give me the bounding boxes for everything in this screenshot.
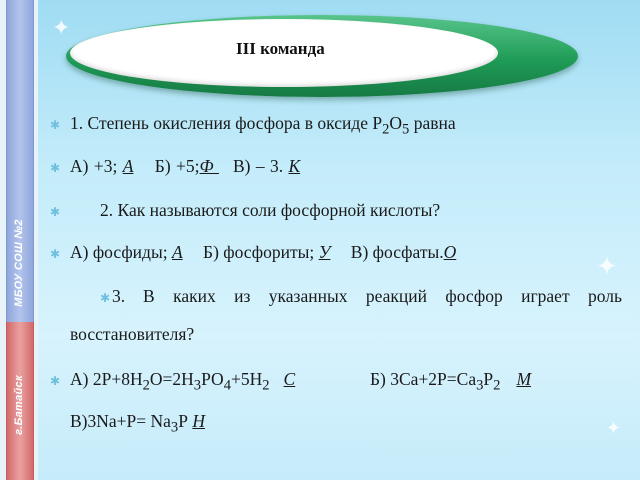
sparkle-icon: ✦ — [606, 418, 622, 439]
sparkle-icon: ✦ — [52, 16, 71, 41]
answer-key: А — [171, 242, 183, 262]
answer-key: А — [122, 156, 134, 176]
bullet-icon: ✱ — [100, 291, 111, 305]
question-2: 2. Как называются соли фосфорной кислоты? — [100, 200, 441, 220]
bullet-icon: ✱ — [50, 247, 61, 261]
answer-key: С — [283, 369, 296, 389]
sidebar — [0, 0, 38, 480]
answer-key: Н — [192, 411, 205, 431]
answer-key: М — [516, 369, 532, 389]
answer-3c: $В)3Na+Р= Na_3Р$ Н — [70, 411, 205, 436]
question-1: 1. Степень окисления фосфора в оксиде $Р_2О_5$ равна — [70, 113, 456, 138]
city-name: г.Батайск — [13, 375, 25, 435]
answer-key: К — [288, 156, 301, 176]
school-name: МБОУ СОШ №2 — [13, 219, 25, 307]
answer-key: О — [443, 242, 457, 262]
question-3-line-2: восстановителя? — [70, 324, 195, 344]
answer-3b: Б) $3Са+2Р=Са_3Р_2$ М — [370, 369, 532, 394]
answers-2: А) фосфиды; А Б) фосфориты; У В) фосфаты.О — [70, 242, 457, 262]
bullet-icon: ✱ — [50, 374, 61, 388]
answer-key: У — [318, 242, 331, 262]
answers-1: А) +3; А Б) +5;Ф В) – 3. К — [70, 156, 301, 176]
page-title: III команда — [236, 39, 325, 58]
bullet-icon: ✱ — [50, 118, 61, 132]
answer-key: Ф — [199, 156, 219, 176]
bullet-icon: ✱ — [50, 205, 61, 219]
bullet-icon: ✱ — [50, 161, 61, 175]
question-3-number: 3. — [112, 286, 126, 306]
answer-3a: А) $2Р+8Н_2О=2Н_3РО_4+5Н_2$ С — [70, 369, 296, 394]
question-3-text: В каких из указанных реакций фосфор играет роль — [143, 286, 622, 306]
sparkle-icon: ✦ — [596, 252, 618, 282]
